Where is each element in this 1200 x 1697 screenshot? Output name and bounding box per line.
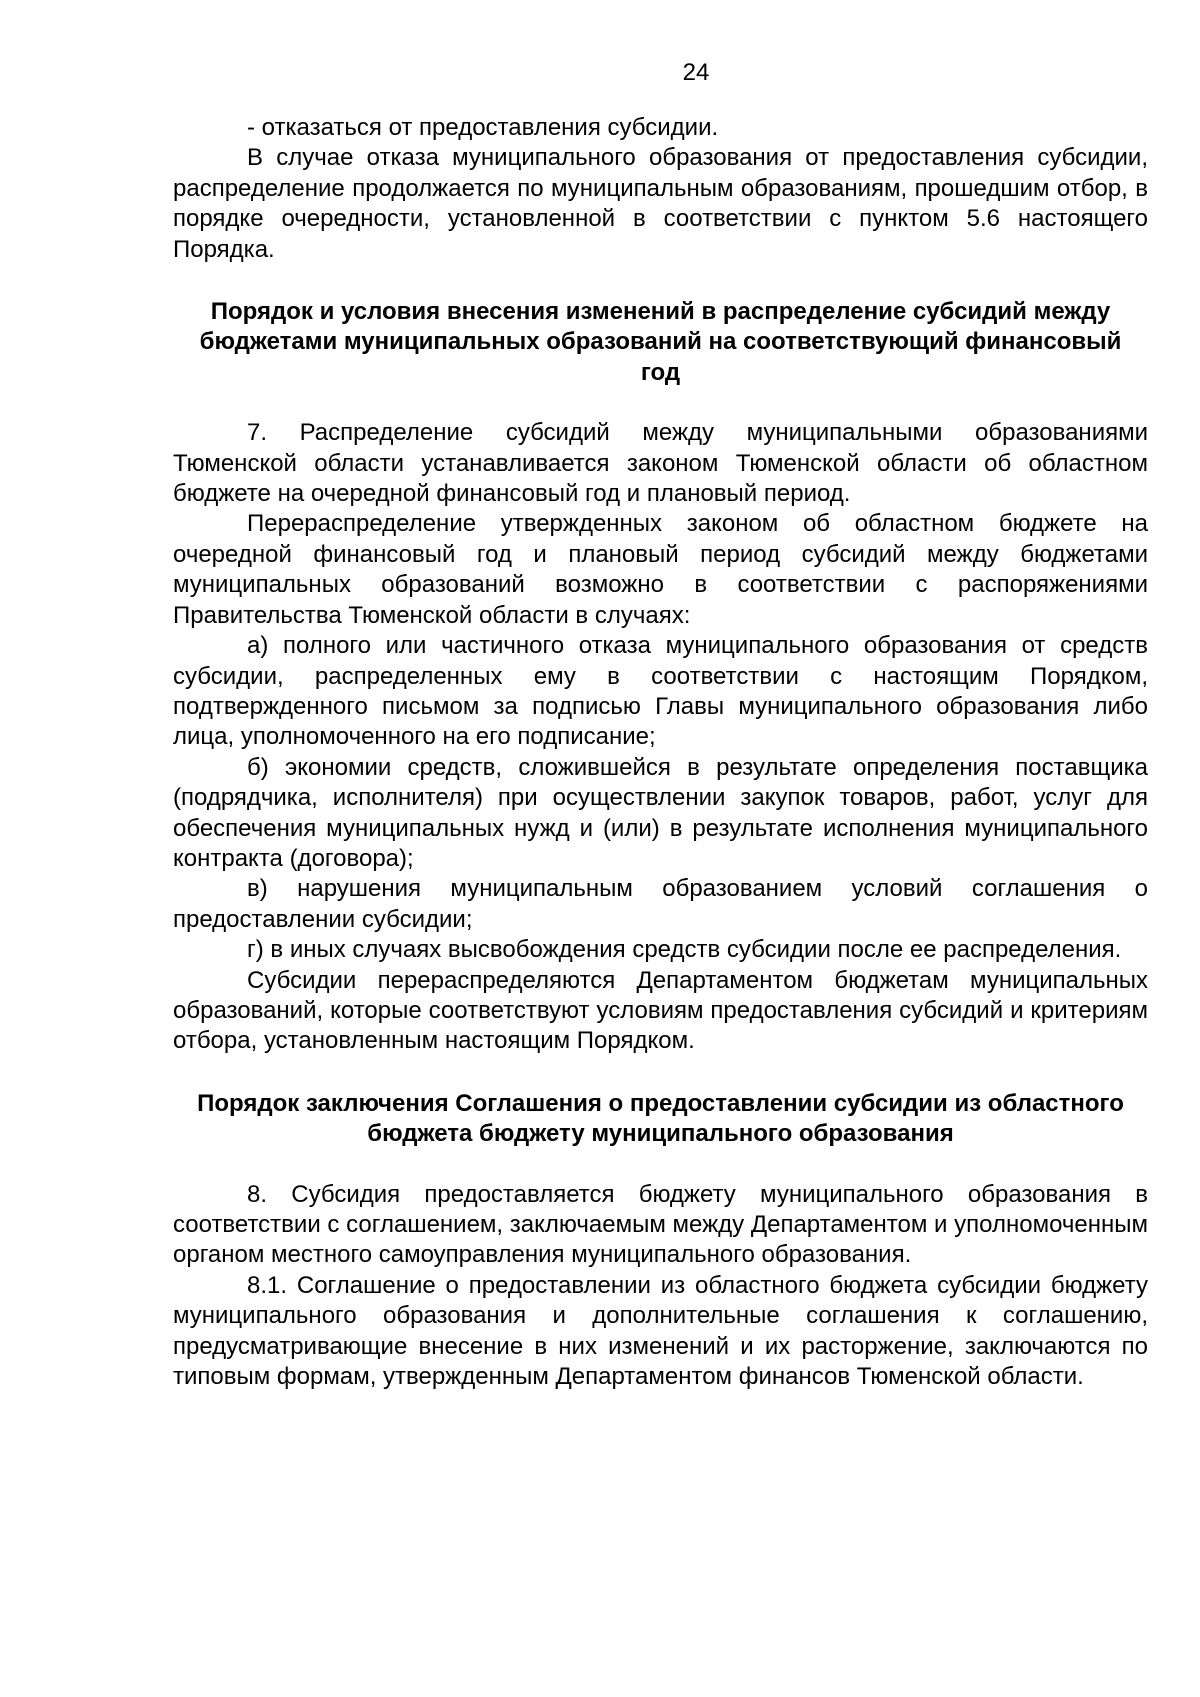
page-number: 24 — [682, 59, 710, 86]
paragraph: Перераспределение утвержденных законом об областном бюджете на очередной финансовый год и плановый период субсидий между бюджетами муниципальных образований возможно в соответствии с распоряжениями Правительства Тюменской области в случаях: — [173, 510, 1148, 629]
paragraph: В случае отказа муниципального образования от предоставления субсидии, распределение продолжается по муниципальным образованиям, прошедшим отбор, в порядке очередности, установленной в соответствии с пунктом 5.6 настоящего Порядка. — [173, 144, 1148, 263]
paragraph: Субсидии перераспределяются Департаментом бюджетам муниципальных образований, которые соответствуют условиям предоставления субсидий и критериям отбора, установленным настоящим Порядком. — [173, 966, 1148, 1055]
paragraph: б) экономии средств, сложившейся в результате определения поставщика (подрядчика, исполнителя) при осуществлении закупок товаров, работ, услуг для обеспечения муниципальных нужд и (или) в результате исполнения муниципального контракта (договора); — [173, 753, 1148, 872]
paragraph: 8. Субсидия предоставляется бюджету муниципального образования в соответствии с соглашением, заключаемым между Департаментом и уполномоченным органом местного самоуправления муниципального образования. — [173, 1180, 1148, 1269]
paragraph: а) полного или частичного отказа муниципального образования от средств субсидии, распределенных ему в соответствии с настоящим Порядком, подтвержденного письмом за подписью Главы муниципального образования либо лица, уполномоченного на его подписание; — [173, 632, 1148, 751]
section-heading: Порядок и условия внесения изменений в распределение субсидий между бюджетами муниципальных образований на соответствующий финансовый год — [199, 298, 1122, 386]
paragraph: 7. Распределение субсидий между муниципальными образованиями Тюменской области устанавливается законом Тюменской области об областном бюджете на очередной финансовый год и плановый период. — [173, 419, 1148, 508]
paragraph: г) в иных случаях высвобождения средств субсидии после ее распределения. — [247, 936, 1122, 964]
section-heading: Порядок заключения Соглашения о предоставлении субсидии из областного бюджета бюджету муниципального образования — [197, 1089, 1124, 1148]
paragraph: - отказаться от предоставления субсидии. — [247, 114, 719, 141]
document-body — [173, 113, 1148, 1392]
paragraph: 8.1. Соглашение о предоставлении из областного бюджета субсидии бюджету муниципального образования и дополнительные соглашения к соглашению, предусматривающие внесение в них изменений и их расторжение, заключаются по типовым формам, утвержденным Департаментом финансов Тюменской области. — [173, 1271, 1148, 1391]
paragraph: в) нарушения муниципальным образованием условий соглашения о предоставлении субсидии; — [173, 875, 1148, 933]
